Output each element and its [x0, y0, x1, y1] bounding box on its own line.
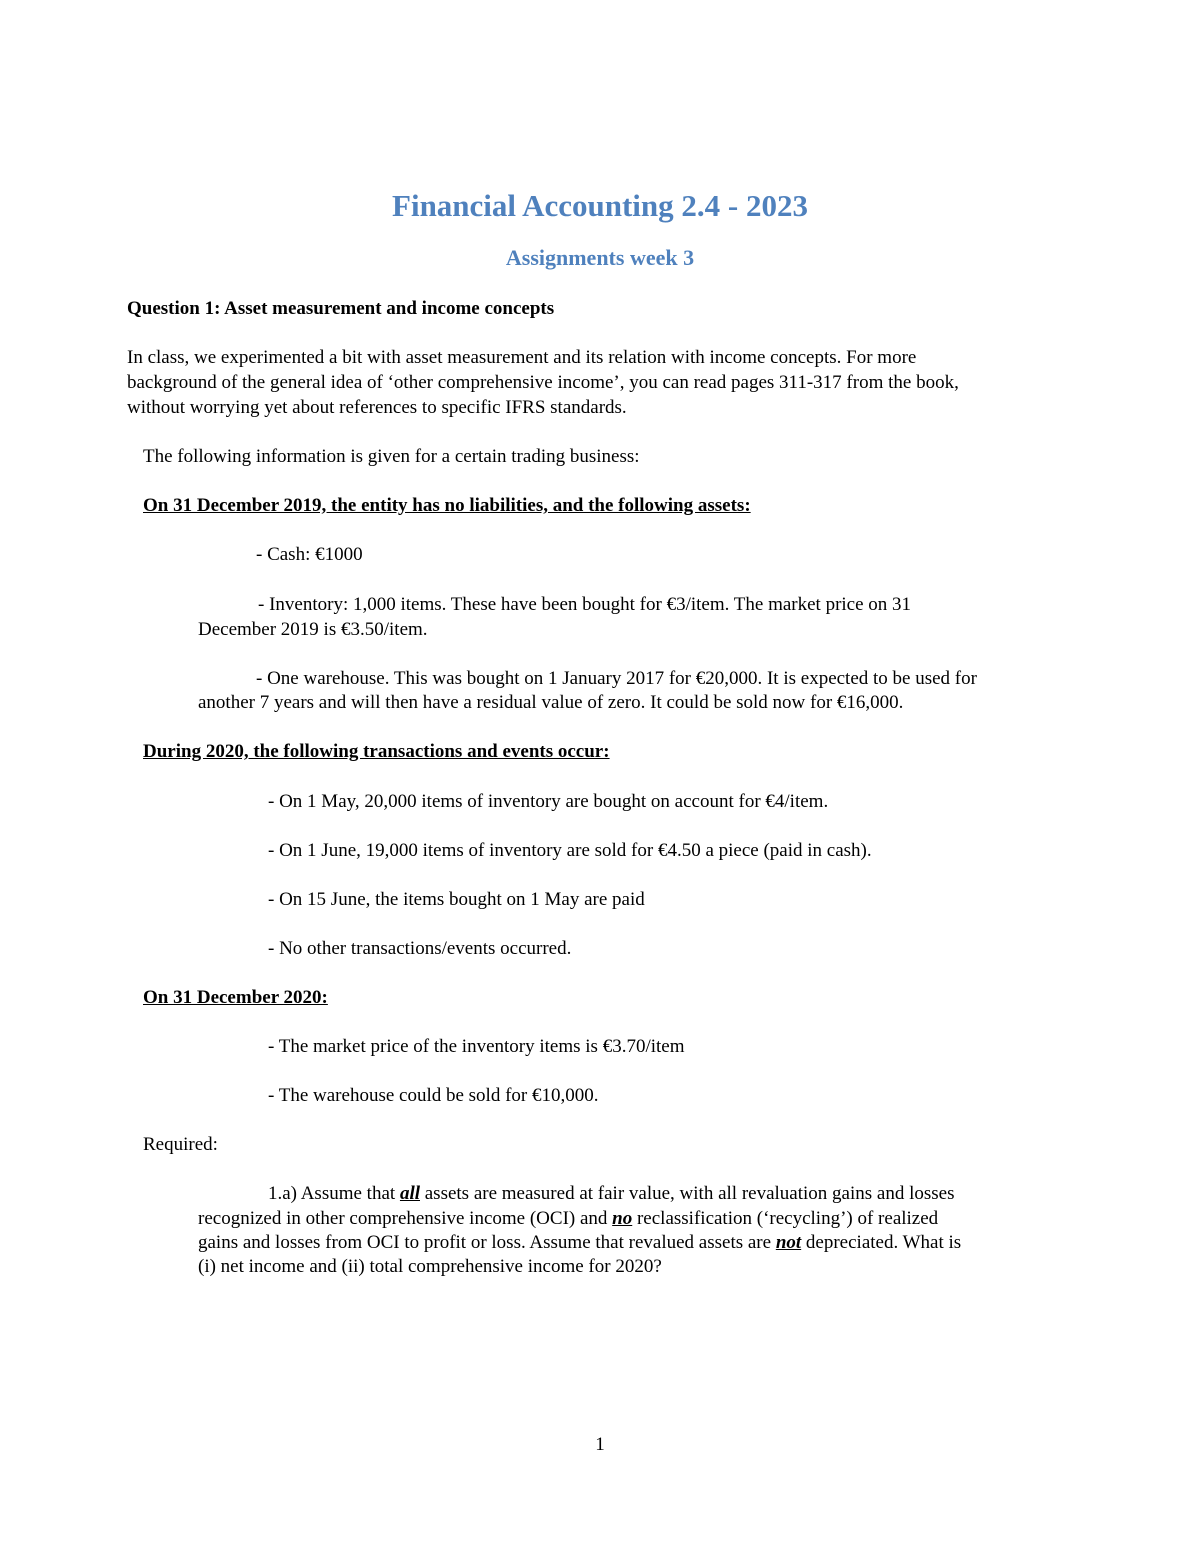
- transaction-item: - No other transactions/events occurred.: [268, 938, 572, 959]
- document-subtitle: Assignments week 3: [505, 245, 695, 270]
- asset-warehouse-line-2: another 7 years and will then have a residual value of zero. It could be sold now for €16,000.: [198, 692, 904, 713]
- document-title: Financial Accounting 2.4 - 2023: [392, 188, 808, 223]
- asset-inventory-line-2: December 2019 is €3.50/item.: [198, 619, 428, 640]
- transaction-item: - On 1 June, 19,000 items of inventory are sold for €4.50 a piece (paid in cash).: [268, 840, 872, 861]
- section-dec2020-heading: On 31 December 2020:: [143, 987, 328, 1008]
- intro-line-1: In class, we experimented a bit with asset measurement and its relation with income concepts. For more: [127, 347, 917, 368]
- q1a-text: recognized in other comprehensive income (OCI) and: [198, 1208, 613, 1229]
- transaction-item: - On 15 June, the items bought on 1 May are paid: [268, 889, 645, 910]
- required-label: Required:: [143, 1134, 218, 1155]
- question-1a-line-4: (i) net income and (ii) total comprehensive income for 2020?: [198, 1256, 662, 1277]
- q1a-text: reclassification (‘recycling’) of realized: [632, 1208, 939, 1229]
- asset-inventory-line-1: - Inventory: 1,000 items. These have been bought for €3/item. The market price on 31: [258, 594, 912, 615]
- event-item: - The warehouse could be sold for €10,000.: [268, 1085, 599, 1106]
- page-number: 1: [595, 1434, 605, 1455]
- q1a-text: depreciated. What is: [801, 1232, 962, 1253]
- question-1a-line-1: [268, 1182, 954, 1206]
- q1a-text: gains and losses from OCI to profit or loss. Assume that revalued assets are: [198, 1232, 776, 1253]
- asset-warehouse-line-1: - One warehouse. This was bought on 1 January 2017 for €20,000. It is expected to be used for: [256, 668, 977, 689]
- intro-line-2: background of the general idea of ‘other comprehensive income’, you can read pages 311-317 from the book,: [127, 372, 959, 393]
- q1a-text: assets are measured at fair value, with all revaluation gains and losses: [420, 1183, 955, 1204]
- section-2020-heading: During 2020, the following transactions and events occur:: [143, 741, 610, 762]
- asset-cash: - Cash: €1000: [256, 544, 363, 565]
- q1a-text: 1.a) Assume that: [268, 1183, 400, 1204]
- section-2019-heading: On 31 December 2019, the entity has no liabilities, and the following assets:: [143, 495, 751, 516]
- emphasis-all: all: [399, 1183, 420, 1204]
- transaction-item: - On 1 May, 20,000 items of inventory are bought on account for €4/item.: [268, 791, 829, 812]
- intro-line-3: without worrying yet about references to specific IFRS standards.: [127, 397, 627, 418]
- emphasis-no: no: [612, 1208, 633, 1229]
- emphasis-not: not: [775, 1232, 802, 1253]
- info-line: The following information is given for a certain trading business:: [143, 446, 640, 467]
- event-item: - The market price of the inventory items is €3.70/item: [268, 1036, 685, 1057]
- question-1a-line-3: [198, 1231, 961, 1255]
- question-1a-line-2: [198, 1207, 938, 1231]
- question-heading: Question 1: Asset measurement and income concepts: [127, 298, 555, 319]
